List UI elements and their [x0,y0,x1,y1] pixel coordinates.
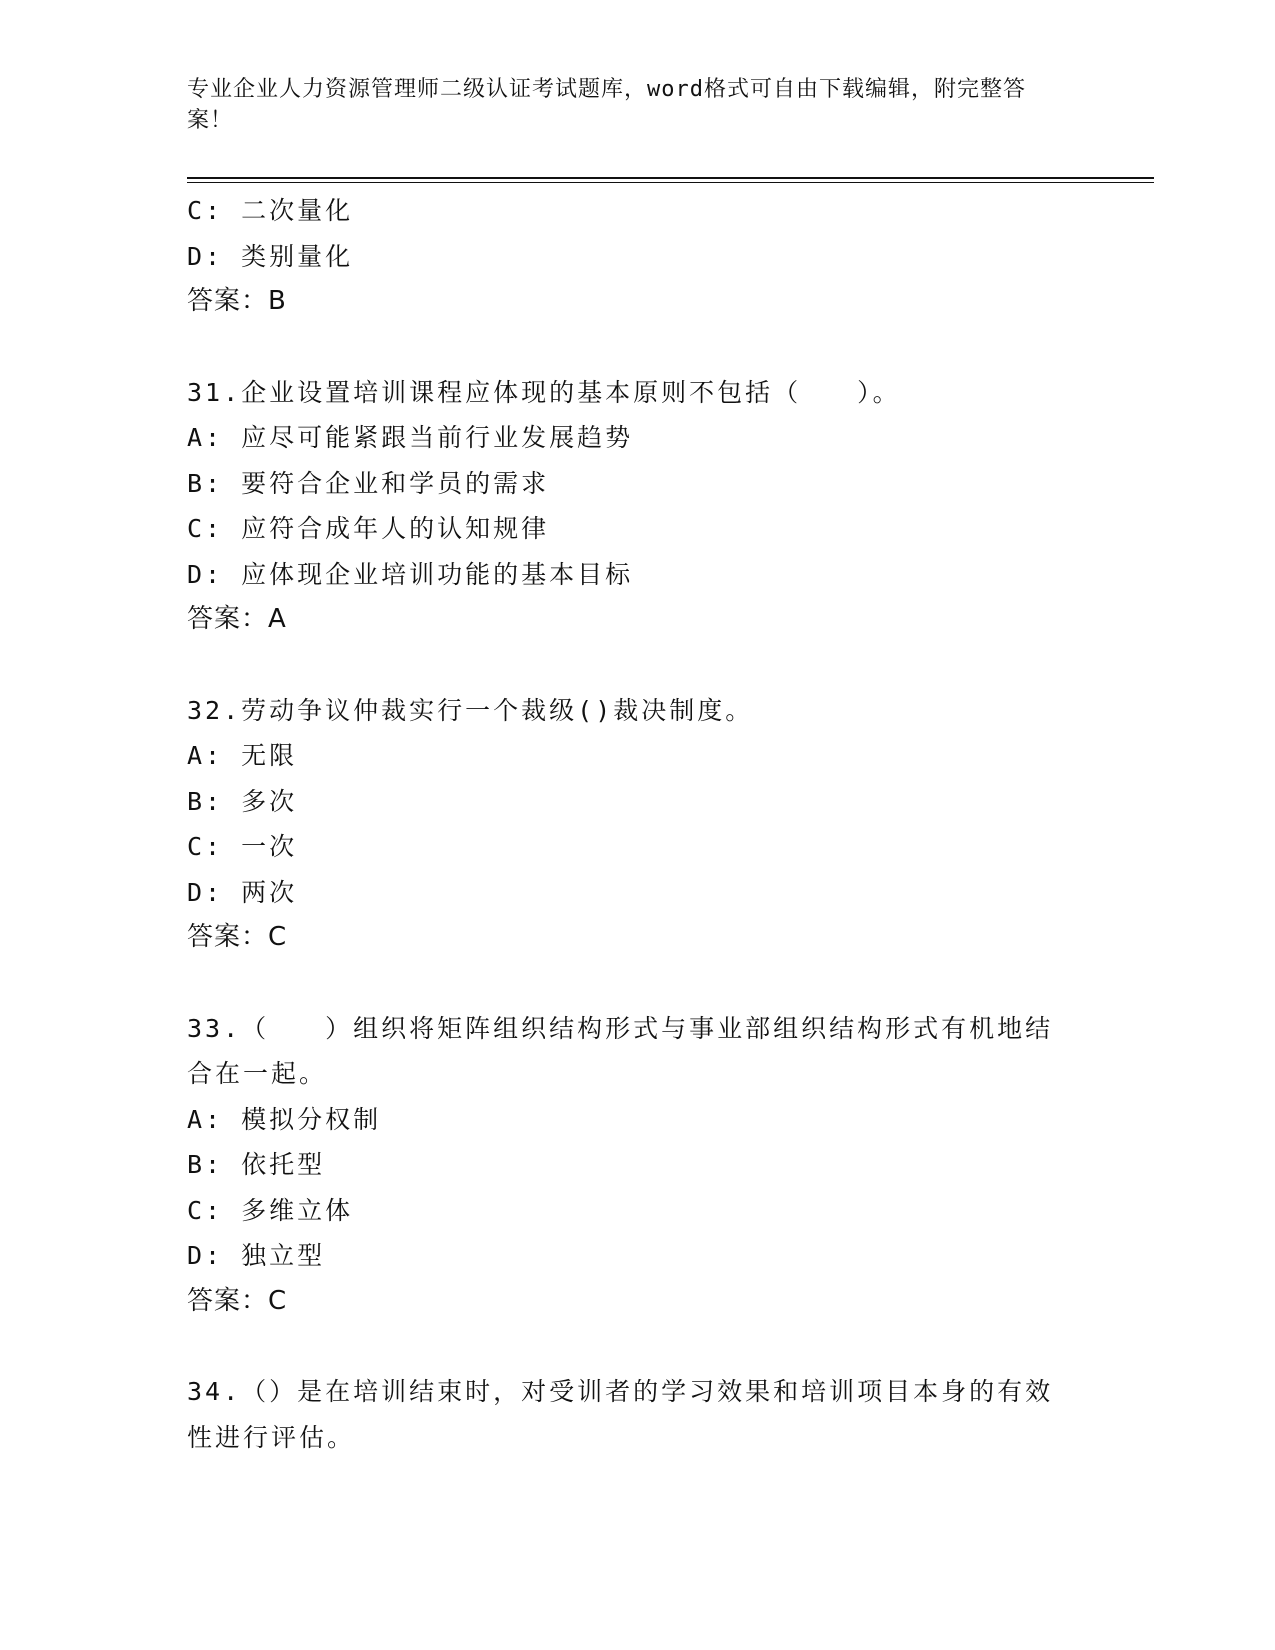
option-text: 二次量化 [241,196,354,225]
option-a [187,415,1087,461]
answer-label: 答案： [187,1285,269,1316]
answer-line [187,1279,1087,1325]
answer-label: 答案： [187,922,269,952]
option-label: D: [187,241,224,271]
option-d [187,552,1087,598]
option-b [187,779,1087,825]
question-content [187,188,1087,1460]
question-stem: 32.劳动争议仲裁实行一个裁级()裁决制度。 [187,695,754,725]
header-rule-thick [187,177,1154,179]
option-c [187,1188,1087,1234]
spacer [187,961,1087,1006]
answer-value: C [268,922,288,952]
question-33 [187,1006,1087,1325]
option-text: 依托型 [241,1150,326,1179]
option-d [187,870,1087,916]
option-c [187,188,1087,234]
answer-value: B [268,286,287,316]
option-label: B: [187,468,224,498]
spacer [187,1324,1087,1369]
spacer [187,643,1087,688]
option-d [187,234,1087,280]
header-rule-thin [187,182,1154,183]
question-32 [187,688,1087,961]
question-stem: 34.（）是在培训结束时，对受训者的学习效果和培训项目本身的有效性进行评估。 [187,1377,1054,1452]
option-c [187,824,1087,870]
option-text: 应符合成年人的认知规律 [241,514,550,543]
option-text: 多次 [241,786,298,816]
answer-value: A [268,604,287,634]
option-text: 应体现企业培训功能的基本目标 [241,559,634,589]
answer-label: 答案： [187,286,269,316]
option-label: D: [187,559,224,589]
page-header: 专业企业人力资源管理师二级认证考试题库，word格式可自由下载编辑，附完整答案！ [187,77,1026,133]
question-fragment [187,188,1087,325]
option-label: C: [187,514,224,543]
answer-label: 答案： [187,604,269,634]
option-label: A: [187,1104,224,1134]
option-b [187,1142,1087,1188]
option-a [187,733,1087,779]
answer-line [187,279,1087,325]
option-label: A: [187,741,224,770]
option-label: C: [187,196,224,225]
option-text: 类别量化 [241,241,354,271]
option-label: C: [187,832,224,861]
option-d [187,1233,1087,1279]
answer-line [187,597,1087,643]
option-label: A: [187,423,224,452]
option-label: B: [187,786,224,816]
option-label: B: [187,1150,224,1179]
question-34 [187,1369,1087,1460]
answer-line [187,915,1087,961]
question-stem: 31.企业设置培训课程应体现的基本原则不包括（ ）。 [187,377,901,407]
option-text: 一次 [241,832,298,861]
option-text: 模拟分权制 [241,1104,382,1134]
option-text: 两次 [241,877,298,907]
question-31 [187,370,1087,643]
option-text: 无限 [241,741,298,770]
option-a [187,1097,1087,1143]
option-label: D: [187,877,224,907]
question-stem: 33.（ ）组织将矩阵组织结构形式与事业部组织结构形式有机地结合在一起。 [187,1013,1054,1088]
option-text: 要符合企业和学员的需求 [241,468,550,498]
option-text: 应尽可能紧跟当前行业发展趋势 [241,423,634,452]
option-c [187,506,1087,552]
option-text: 独立型 [241,1241,326,1270]
option-label: C: [187,1195,224,1225]
option-text: 多维立体 [241,1195,354,1225]
answer-value: C [268,1285,288,1316]
spacer [187,325,1087,370]
option-b [187,461,1087,507]
option-label: D: [187,1241,224,1270]
